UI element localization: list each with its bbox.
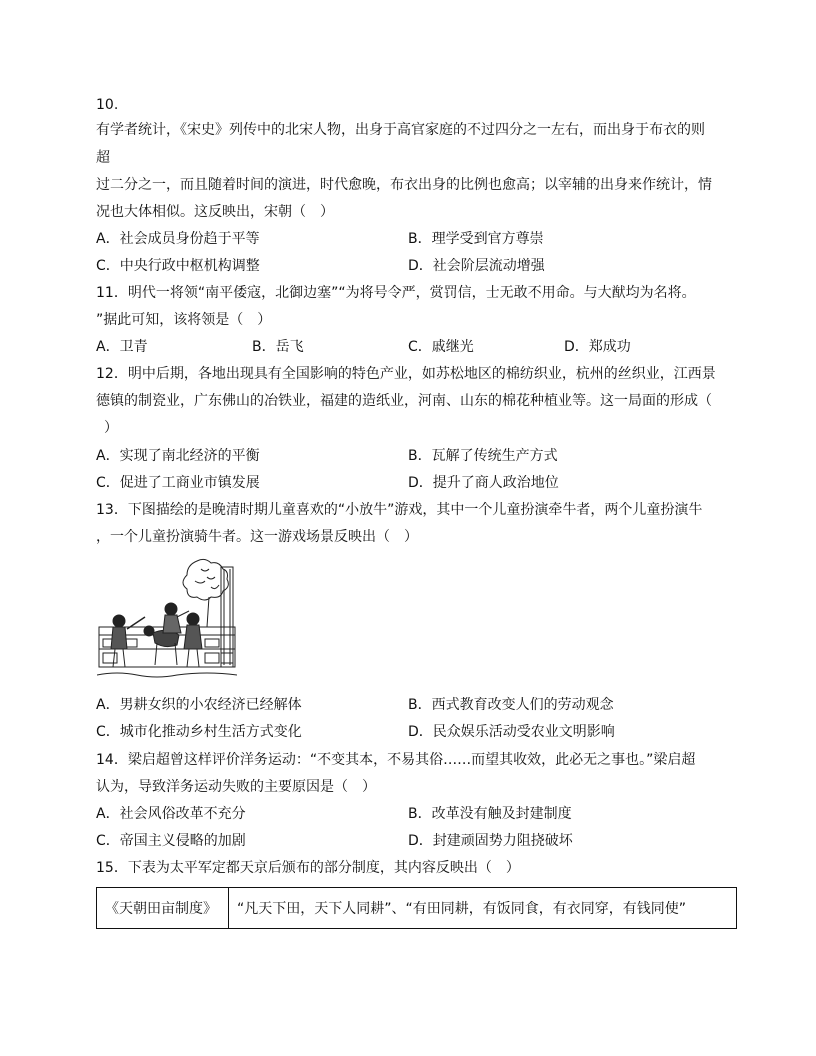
- q12-stem-line-2: 德镇的制瓷业，广东佛山的冶铁业，福建的造纸业，河南、山东的棉花种植业等。这一局面的形成（: [96, 393, 712, 409]
- q12-option-d: D．提升了商人政治地位: [408, 475, 559, 491]
- q14-option-d: D．封建顽固势力阻挠破坏: [408, 833, 573, 849]
- q11-option-d: D．郑成功: [564, 339, 631, 355]
- q13-stem-line-1: 13．下图描绘的是晚清时期儿童喜欢的“小放牛”游戏，其中一个儿童扮演牵牛者，两个儿童扮演牛: [96, 502, 703, 518]
- cowherd-game-illustration: [97, 557, 237, 685]
- q10-option-c: C．中央行政中枢机构调整: [96, 258, 260, 274]
- q10-stem-line-1: 有学者统计，《宋史》列传中的北宋人物，出身于高官家庭的不过四分之一左右，而出身于布衣的则: [96, 122, 705, 138]
- q13-option-c: C．城市化推动乡村生活方式变化: [96, 724, 302, 740]
- q12-option-c: C．促进了工商业市镇发展: [96, 475, 260, 491]
- q12-option-a: A．实现了南北经济的平衡: [96, 448, 260, 464]
- q14-option-a: A．社会风俗改革不充分: [96, 806, 246, 822]
- q15-table-cell-title: 《天朝田亩制度》: [97, 888, 229, 929]
- q13-option-a: A．男耕女织的小农经济已经解体: [96, 697, 302, 713]
- q10-option-d: D．社会阶层流动增强: [408, 258, 545, 274]
- q14-stem-line-2: 认为，导致洋务运动失败的主要原因是（ ）: [96, 779, 376, 795]
- q11-option-b: B．岳飞: [252, 339, 304, 355]
- q10-option-a: A．社会成员身份趋于平等: [96, 231, 260, 247]
- q10-stem-line-4: 况也大体相似。这反映出，宋朝（ ）: [96, 204, 334, 220]
- q14-stem-line-1: 14．梁启超曾这样评价洋务运动：“不变其本，不易其俗……而望其收效，此必无之事也。”梁启超: [96, 752, 696, 768]
- q11-stem-line-1: 11．明代一将领“南平倭寇，北御边塞”“为将号令严，赏罚信，士无敢不用命。与大猷均为名将。: [96, 285, 696, 301]
- q12-option-b: B．瓦解了传统生产方式: [408, 448, 558, 464]
- q13-option-b: B．西式教育改变人们的劳动观念: [408, 697, 614, 713]
- q14-option-c: C．帝国主义侵略的加剧: [96, 833, 246, 849]
- q12-stem-line-3: ）: [104, 420, 118, 436]
- q11-option-a: A．卫青: [96, 339, 148, 355]
- q10-option-b: B．理学受到官方尊崇: [408, 231, 544, 247]
- q12-stem-line-1: 12．明中后期，各地出现具有全国影响的特色产业，如苏松地区的棉纺织业，杭州的丝织业，江西景: [96, 366, 716, 382]
- q10-stem-line-3: 过二分之一，而且随着时间的演进，时代愈晚，布衣出身的比例也愈高；以宰辅的出身来作统计，情: [96, 177, 712, 193]
- q13-stem-line-2: ，一个儿童扮演骑牛者。这一游戏场景反映出（ ）: [96, 529, 418, 545]
- q11-stem-line-2: ”据此可知，该将领是（ ）: [96, 312, 272, 328]
- q13-option-d: D．民众娱乐活动受农业文明影响: [408, 724, 615, 740]
- q10-stem-line-2: 超: [96, 150, 110, 166]
- q14-option-b: B．改革没有触及封建制度: [408, 806, 572, 822]
- q11-option-c: C．戚继光: [408, 339, 474, 355]
- q15-table: [96, 887, 737, 929]
- q10-number: 10.: [96, 97, 119, 113]
- q15-stem-line-1: 15．下表为太平军定都天京后颁布的部分制度，其内容反映出（ ）: [96, 860, 520, 876]
- table-row: [97, 888, 737, 929]
- q15-table-cell-content: “凡天下田，天下人同耕”、“有田同耕，有饭同食，有衣同穿，有钱同使”: [229, 888, 737, 929]
